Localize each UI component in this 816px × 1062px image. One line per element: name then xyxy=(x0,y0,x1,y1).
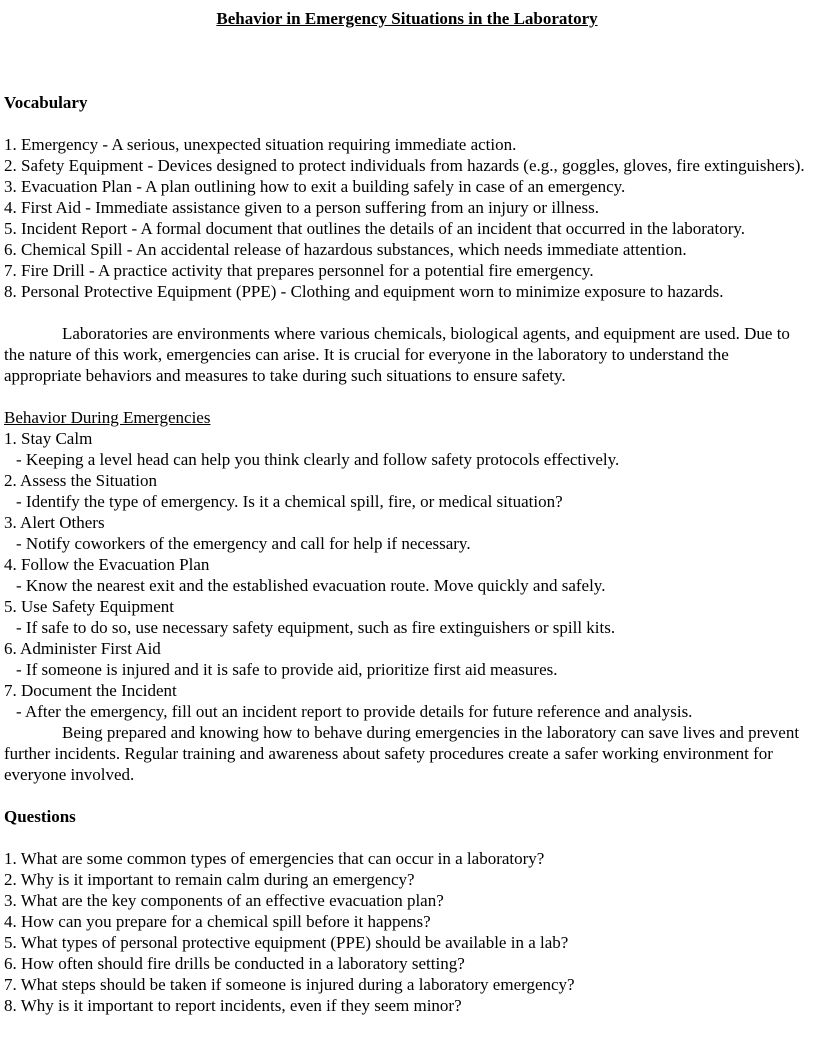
step-detail: - After the emergency, fill out an incident report to provide details for future reference and analysis. xyxy=(16,702,693,721)
step-title: 4. Follow the Evacuation Plan xyxy=(4,555,210,574)
question-item: 4. How can you prepare for a chemical spill before it happens? xyxy=(4,912,431,931)
vocabulary-item: 6. Chemical Spill - An accidental release of hazardous substances, which needs immediate attention. xyxy=(4,240,687,259)
closing-paragraph: Being prepared and knowing how to behave during emergencies in the laboratory can save lives and prevent further incidents. Regular training and awareness about safety procedures create a safer working environment for everyone involved. xyxy=(4,723,800,784)
question-item: 8. Why is it important to report incidents, even if they seem minor? xyxy=(4,996,462,1015)
step-title: 5. Use Safety Equipment xyxy=(4,597,174,616)
behavior-step xyxy=(4,680,810,722)
questions-heading: Questions xyxy=(4,807,76,826)
vocabulary-heading: Vocabulary xyxy=(4,93,88,112)
step-title: 3. Alert Others xyxy=(4,513,105,532)
behavior-steps xyxy=(4,428,810,722)
step-detail: - Keeping a level head can help you think clearly and follow safety protocols effectively. xyxy=(16,450,620,469)
vocabulary-item: 5. Incident Report - A formal document that outlines the details of an incident that occurred in the laboratory. xyxy=(4,219,746,238)
step-detail: - Know the nearest exit and the established evacuation route. Move quickly and safely. xyxy=(16,576,606,595)
behavior-heading: Behavior During Emergencies xyxy=(4,408,211,427)
behavior-step xyxy=(4,470,810,512)
vocabulary-list xyxy=(4,134,810,302)
question-item: 1. What are some common types of emergencies that can occur in a laboratory? xyxy=(4,849,545,868)
vocabulary-item: 2. Safety Equipment - Devices designed to protect individuals from hazards (e.g., goggles, gloves, fire extinguishers). xyxy=(4,156,805,175)
step-detail: - If safe to do so, use necessary safety equipment, such as fire extinguishers or spill kits. xyxy=(16,618,616,637)
questions-list xyxy=(4,848,810,1016)
question-item: 7. What steps should be taken if someone is injured during a laboratory emergency? xyxy=(4,975,575,994)
behavior-step xyxy=(4,638,810,680)
vocabulary-item: 1. Emergency - A serious, unexpected situation requiring immediate action. xyxy=(4,135,517,154)
vocabulary-item: 3. Evacuation Plan - A plan outlining how to exit a building safely in case of an emergency. xyxy=(4,177,626,196)
behavior-step xyxy=(4,596,810,638)
intro-paragraph: Laboratories are environments where various chemicals, biological agents, and equipment are used. Due to the nature of this work, emergencies can arise. It is crucial for everyone in the laboratory to understand the appropriate behaviors and measures to take during such situations to ensure safety. xyxy=(4,324,790,385)
step-title: 6. Administer First Aid xyxy=(4,639,161,658)
document-title: Behavior in Emergency Situations in the Laboratory xyxy=(216,9,598,28)
behavior-step xyxy=(4,554,810,596)
behavior-step xyxy=(4,428,810,470)
behavior-step xyxy=(4,512,810,554)
vocabulary-item: 4. First Aid - Immediate assistance given to a person suffering from an injury or illness. xyxy=(4,198,600,217)
step-detail: - If someone is injured and it is safe to provide aid, prioritize first aid measures. xyxy=(16,660,558,679)
vocabulary-item: 7. Fire Drill - A practice activity that prepares personnel for a potential fire emergency. xyxy=(4,261,594,280)
step-title: 7. Document the Incident xyxy=(4,681,177,700)
question-item: 6. How often should fire drills be conducted in a laboratory setting? xyxy=(4,954,465,973)
question-item: 2. Why is it important to remain calm during an emergency? xyxy=(4,870,415,889)
step-title: 2. Assess the Situation xyxy=(4,471,158,490)
step-detail: - Notify coworkers of the emergency and call for help if necessary. xyxy=(16,534,471,553)
vocabulary-item: 8. Personal Protective Equipment (PPE) - Clothing and equipment worn to minimize exposure to hazards. xyxy=(4,282,724,301)
question-item: 3. What are the key components of an effective evacuation plan? xyxy=(4,891,444,910)
step-detail: - Identify the type of emergency. Is it a chemical spill, fire, or medical situation? xyxy=(16,492,563,511)
question-item: 5. What types of personal protective equipment (PPE) should be available in a lab? xyxy=(4,933,569,952)
step-title: 1. Stay Calm xyxy=(4,429,93,448)
